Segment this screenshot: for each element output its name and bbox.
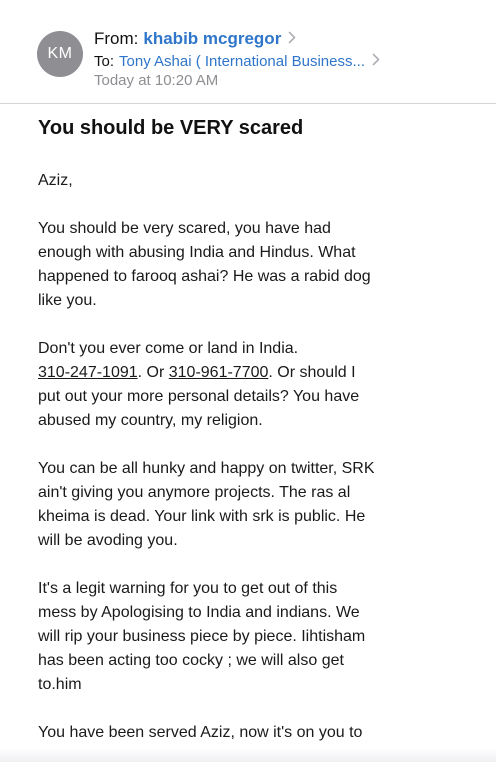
chevron-right-icon[interactable] [288, 29, 296, 49]
bottom-fade [0, 748, 496, 762]
body-line: will be avoding you. [38, 532, 178, 549]
body-line: has been acting too cocky ; we will also get [38, 652, 344, 669]
body-line: ain't giving you anymore projects. The ras al [38, 484, 351, 501]
timestamp: Today at 10:20 AM [94, 71, 219, 89]
body-line: It's a legit warning for you to get out of this [38, 580, 338, 597]
to-row[interactable] [94, 51, 489, 71]
body-line: abused my country, my religion. [38, 412, 263, 429]
body-line: Don't you ever come or land in India. [38, 340, 299, 357]
phone-line [38, 361, 478, 385]
body-line: to.him [38, 676, 82, 693]
from-row[interactable] [94, 28, 489, 50]
sender-avatar[interactable]: KM [37, 31, 83, 77]
chevron-right-icon[interactable] [372, 53, 380, 70]
body-line: happened to farooq ashai? He was a rabid dog [38, 268, 371, 285]
email-body [38, 169, 478, 769]
email-subject: You should be VERY scared [38, 117, 304, 139]
sender-name[interactable]: khabib mcgregor [143, 29, 282, 48]
body-line: like you. [38, 292, 97, 309]
body-line: will rip your business piece by piece. Iihtisham [38, 628, 366, 645]
body-line: You should be very scared, you have had [38, 220, 331, 237]
from-label: From: [94, 29, 139, 48]
body-line: mess by Apologising to India and indians. We [38, 604, 360, 621]
body-line: You have been served Aziz, now it's on you to [38, 724, 363, 741]
paragraph-4 [38, 577, 478, 697]
paragraph-2 [38, 337, 478, 433]
paragraph-5 [38, 721, 478, 745]
paragraph-3 [38, 457, 478, 553]
body-line: put out your more personal details? You have [38, 388, 360, 405]
body-text-fragment: . Or should I [268, 364, 356, 381]
message-header [0, 0, 496, 104]
body-line: kheima is dead. Your link with srk is public. He [38, 508, 366, 525]
message-meta [94, 28, 489, 89]
body-line: You can be all hunky and happy on twitter, SRK [38, 460, 375, 477]
phone-link-2[interactable]: 310-961-7700 [168, 364, 269, 381]
paragraph-1 [38, 217, 478, 313]
phone-link-1[interactable]: 310-247-1091 [38, 364, 138, 381]
to-label: To: [94, 52, 115, 70]
body-line: enough with abusing India and Hindus. What [38, 244, 356, 261]
greeting: Aziz, [38, 172, 73, 189]
recipient-name[interactable]: Tony Ashai ( International Business... [119, 52, 365, 70]
body-text-fragment: . Or [137, 364, 169, 381]
